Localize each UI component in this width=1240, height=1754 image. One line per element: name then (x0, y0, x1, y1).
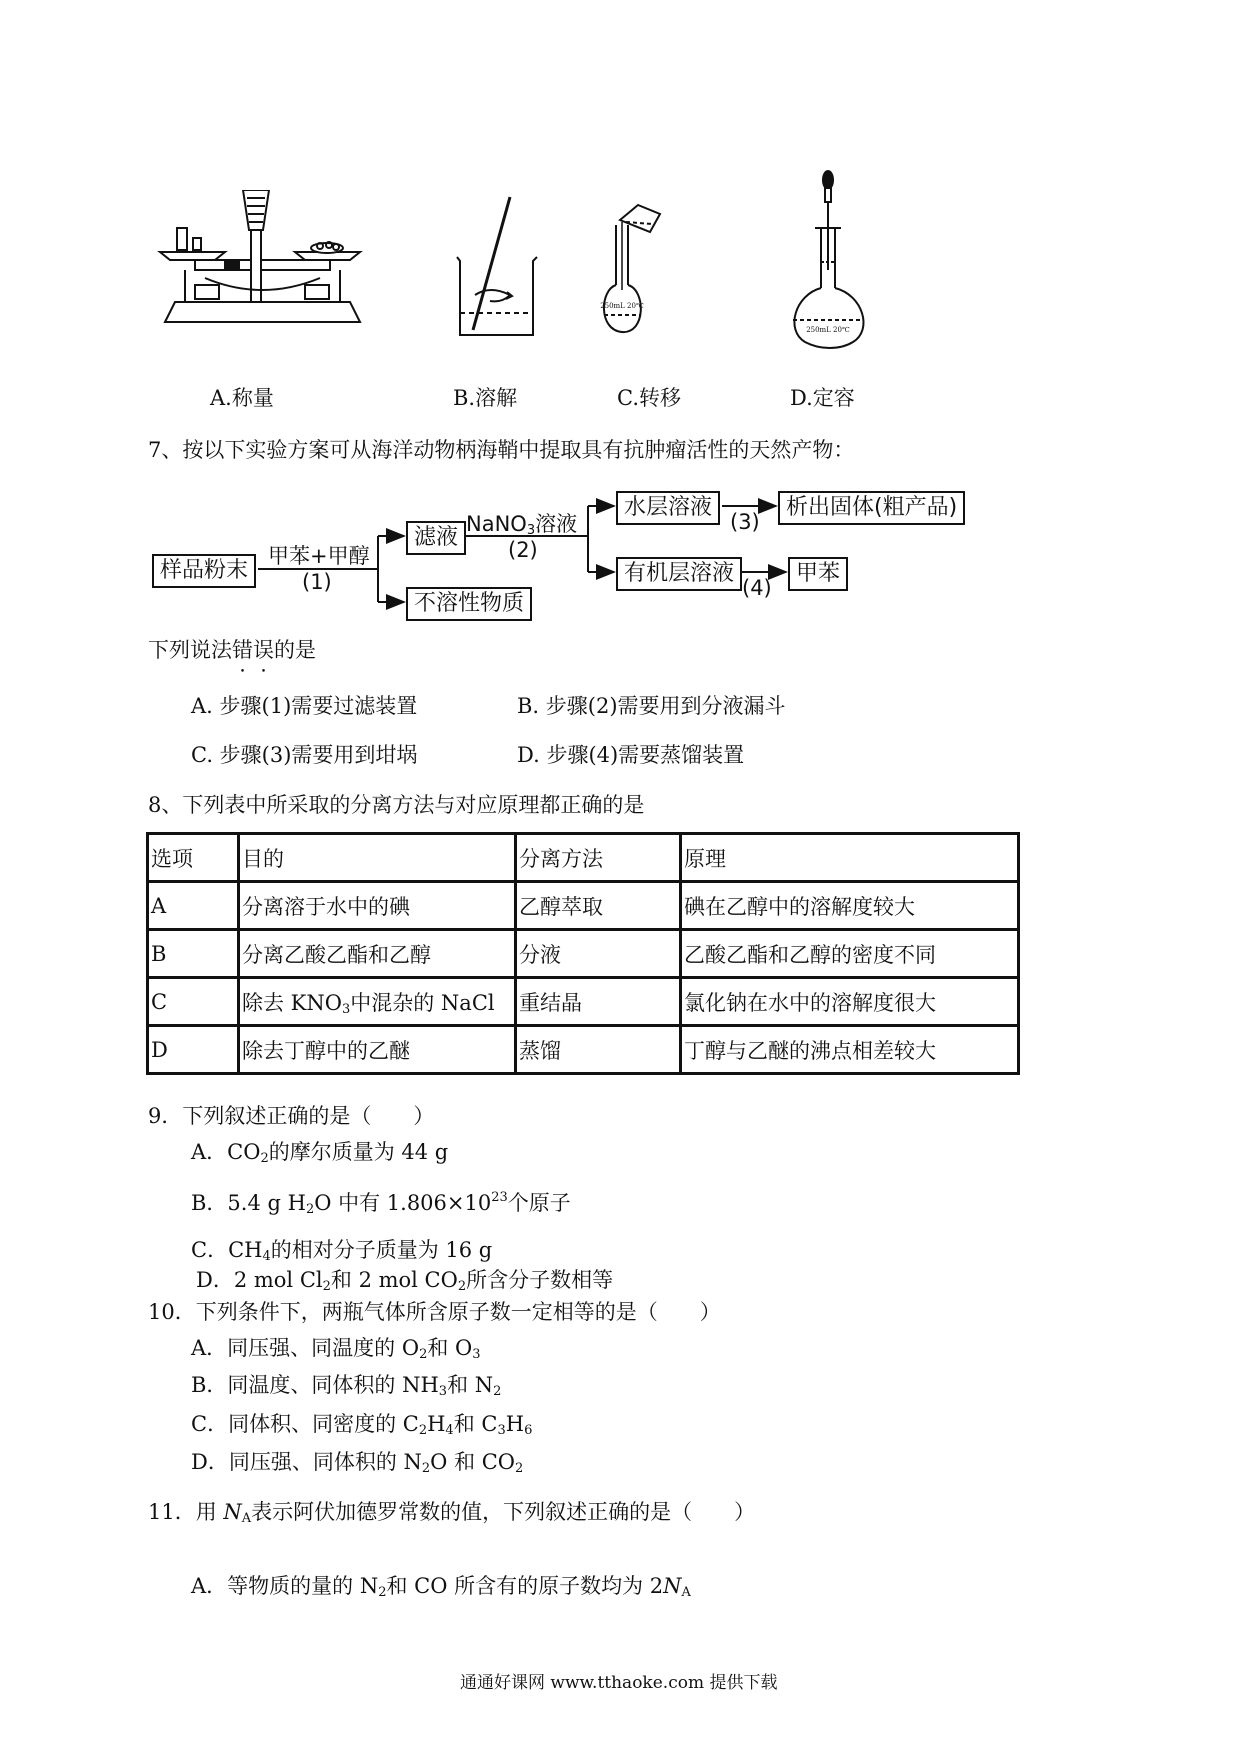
cell-principle: 乙酸乙酯和乙醇的密度不同 (681, 930, 1019, 978)
table-row (148, 1026, 1019, 1074)
header-method: 分离方法 (516, 834, 681, 882)
flow-sample-powder: 样品粉末 (152, 554, 256, 588)
q10-option-a: A．同压强、同温度的 $O_2$和 $O_3$ (191, 1336, 481, 1362)
cell-purpose: 除去丁醇中的乙醚 (239, 1026, 516, 1074)
q11-stem: 11．用 $N_A$表示阿伏加德罗常数的值，下列叙述正确的是（ ） (148, 1500, 756, 1526)
q10-option-d: D．同压强、同体积的 $N_2O$ 和 $CO_2$ (191, 1450, 524, 1476)
flow-aqueous-layer: 水层溶液 (616, 491, 720, 525)
cell-option: D (148, 1026, 239, 1074)
flow-toluene: 甲苯 (788, 557, 848, 591)
q9-stem: 9．下列叙述正确的是（ ） (148, 1104, 435, 1128)
cell-method: 蒸馏 (516, 1026, 681, 1074)
beaker-figure (445, 195, 555, 345)
q7-prompt: 下列说法错误的是 (148, 638, 316, 662)
balance-figure (155, 190, 370, 340)
q10-option-c: C．同体积、同密度的 $C_2H_4$和 $C_3H_6$ (191, 1412, 533, 1438)
flow-insoluble-matter: 不溶性物质 (406, 587, 532, 621)
cell-purpose: 除去 $KNO_3$中混杂的 NaCl (239, 978, 516, 1026)
q7-option-c: C. 步骤(3)需要用到坩埚 (191, 743, 418, 767)
table-header-row (148, 834, 1019, 882)
cell-option: A (148, 882, 239, 930)
label-dissolving: B.溶解 (453, 386, 518, 410)
cell-option: C (148, 978, 239, 1026)
header-principle: 原理 (681, 834, 1019, 882)
flow-precipitated-solid: 析出固体(粗产品) (778, 491, 965, 525)
cell-principle: 丁醇与乙醚的沸点相差较大 (681, 1026, 1019, 1074)
separation-table (146, 832, 1020, 1075)
header-option: 选项 (148, 834, 239, 882)
q7-stem: 7、按以下实验方案可从海洋动物柄海鞘中提取具有抗肿瘤活性的天然产物： (148, 438, 855, 462)
transfer-flask-text: 250mL 20℃ (600, 302, 644, 310)
table-row (148, 882, 1019, 930)
table-row (148, 978, 1019, 1026)
q7-option-d: D. 步骤(4)需要蒸馏装置 (517, 743, 745, 767)
page-footer: 通通好课网 www.tthaoke.com 提供下载 (460, 1673, 778, 1693)
flow-reagent-nano3: NaNO$_3$溶液 (466, 512, 578, 538)
q9-option-a: A．$CO_2$的摩尔质量为 44 g (191, 1140, 449, 1166)
cell-method: 乙醇萃取 (516, 882, 681, 930)
q7-option-a: A. 步骤(1)需要过滤装置 (191, 694, 418, 718)
cell-method: 重结晶 (516, 978, 681, 1026)
q9-option-d: D．2 mol $Cl_2$和 2 mol $CO_2$所含分子数相等 (196, 1268, 614, 1294)
cell-principle: 碘在乙醇中的溶解度较大 (681, 882, 1019, 930)
q10-stem: 10．下列条件下，两瓶气体所含原子数一定相等的是（ ） (148, 1300, 721, 1324)
flow-organic-layer: 有机层溶液 (616, 557, 742, 591)
flow-step-4: (4) (742, 576, 772, 600)
q9-option-b: B．5.4 g $H_2O$ 中有 $1.806\times 10^{23}$个原子 (191, 1190, 571, 1217)
table-row (148, 930, 1019, 978)
cell-purpose: 分离溶于水中的碘 (239, 882, 516, 930)
label-transfer: C.转移 (617, 386, 681, 410)
label-constant-volume: D.定容 (790, 386, 855, 410)
transfer-flask-figure (600, 200, 690, 340)
q7-option-b: B. 步骤(2)需要用到分液漏斗 (517, 694, 786, 718)
flow-filtrate: 滤液 (406, 521, 466, 555)
cell-method: 分液 (516, 930, 681, 978)
q11-option-a: A．等物质的量的 $N_2$和 CO 所含有的原子数均为 $2N_A$ (191, 1574, 691, 1600)
flow-reagent-toluene-methanol: 甲苯+甲醇 (268, 544, 370, 568)
q9-option-c: C．$CH_4$的相对分子质量为 16 g (191, 1238, 493, 1264)
cell-principle: 氯化钠在水中的溶解度很大 (681, 978, 1019, 1026)
header-purpose: 目的 (239, 834, 516, 882)
flow-step-1: (1) (302, 570, 332, 594)
cell-purpose: 分离乙酸乙酯和乙醇 (239, 930, 516, 978)
label-weighing: A.称量 (210, 386, 274, 410)
volumetric-flask-figure (785, 170, 875, 360)
cell-option: B (148, 930, 239, 978)
q10-option-b: B．同温度、同体积的 $NH_3$和 $N_2$ (191, 1373, 502, 1399)
volumetric-flask-text: 250mL 20℃ (806, 326, 850, 334)
flow-step-2: (2) (508, 538, 538, 562)
flow-step-3: (3) (730, 510, 760, 534)
q8-stem: 8、下列表中所采取的分离方法与对应原理都正确的是 (148, 793, 645, 817)
